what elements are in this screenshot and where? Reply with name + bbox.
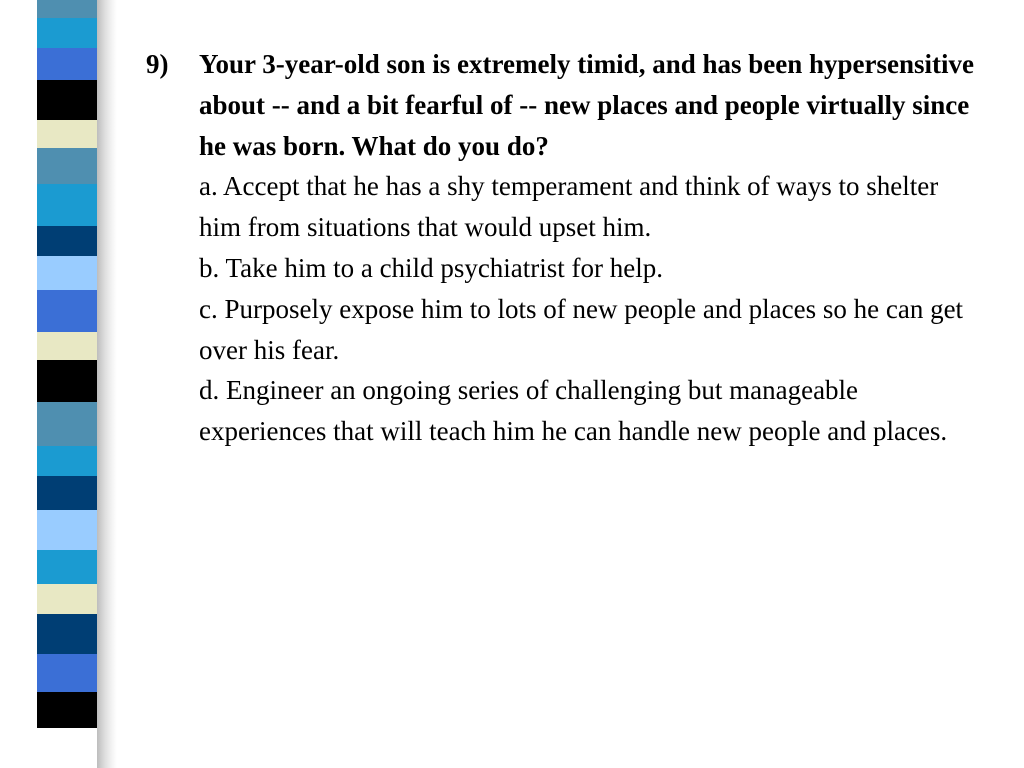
option-b: b. Take him to a child psychiatrist for help. (199, 252, 664, 283)
question-text: Your 3-year-old son is extremely timid, and has been hypersensitive about -- and a bit fearful of -- new places and people virtually since he was born. What do you do? (199, 49, 974, 161)
decorative-stripe (37, 80, 97, 120)
decorative-stripe (37, 148, 97, 184)
decorative-stripe (37, 692, 97, 728)
decorative-stripe (37, 510, 97, 550)
decorative-stripe (37, 290, 97, 332)
decorative-stripe (37, 614, 97, 654)
decorative-stripe (37, 446, 97, 476)
question (146, 44, 976, 166)
option-a: a. Accept that he has a shy temperament and think of ways to shelter him from situations that would upset him. (199, 171, 939, 243)
option-d: d. Engineer an ongoing series of challenging but manageable experiences that will teach him he can handle new people and places. (199, 375, 948, 447)
stripe-shadow (97, 0, 117, 768)
decorative-stripe (37, 184, 97, 226)
decorative-stripe (37, 332, 97, 360)
decorative-stripe (37, 226, 97, 256)
slide-content (146, 44, 976, 452)
decorative-stripe (37, 360, 97, 402)
decorative-stripe (37, 256, 97, 290)
decorative-stripe (37, 584, 97, 614)
decorative-stripe (37, 0, 97, 18)
option-c: c. Purposely expose him to lots of new people and places so he can get over his fear. (199, 293, 964, 365)
decorative-stripe (37, 18, 97, 48)
decorative-stripe (37, 48, 97, 80)
decorative-stripe (37, 402, 97, 446)
decorative-stripe (37, 120, 97, 148)
decorative-stripe (37, 476, 97, 510)
decorative-stripe-column (0, 0, 120, 768)
question-number: 9) (146, 49, 169, 79)
decorative-stripe (37, 550, 97, 584)
decorative-stripe (37, 654, 97, 692)
